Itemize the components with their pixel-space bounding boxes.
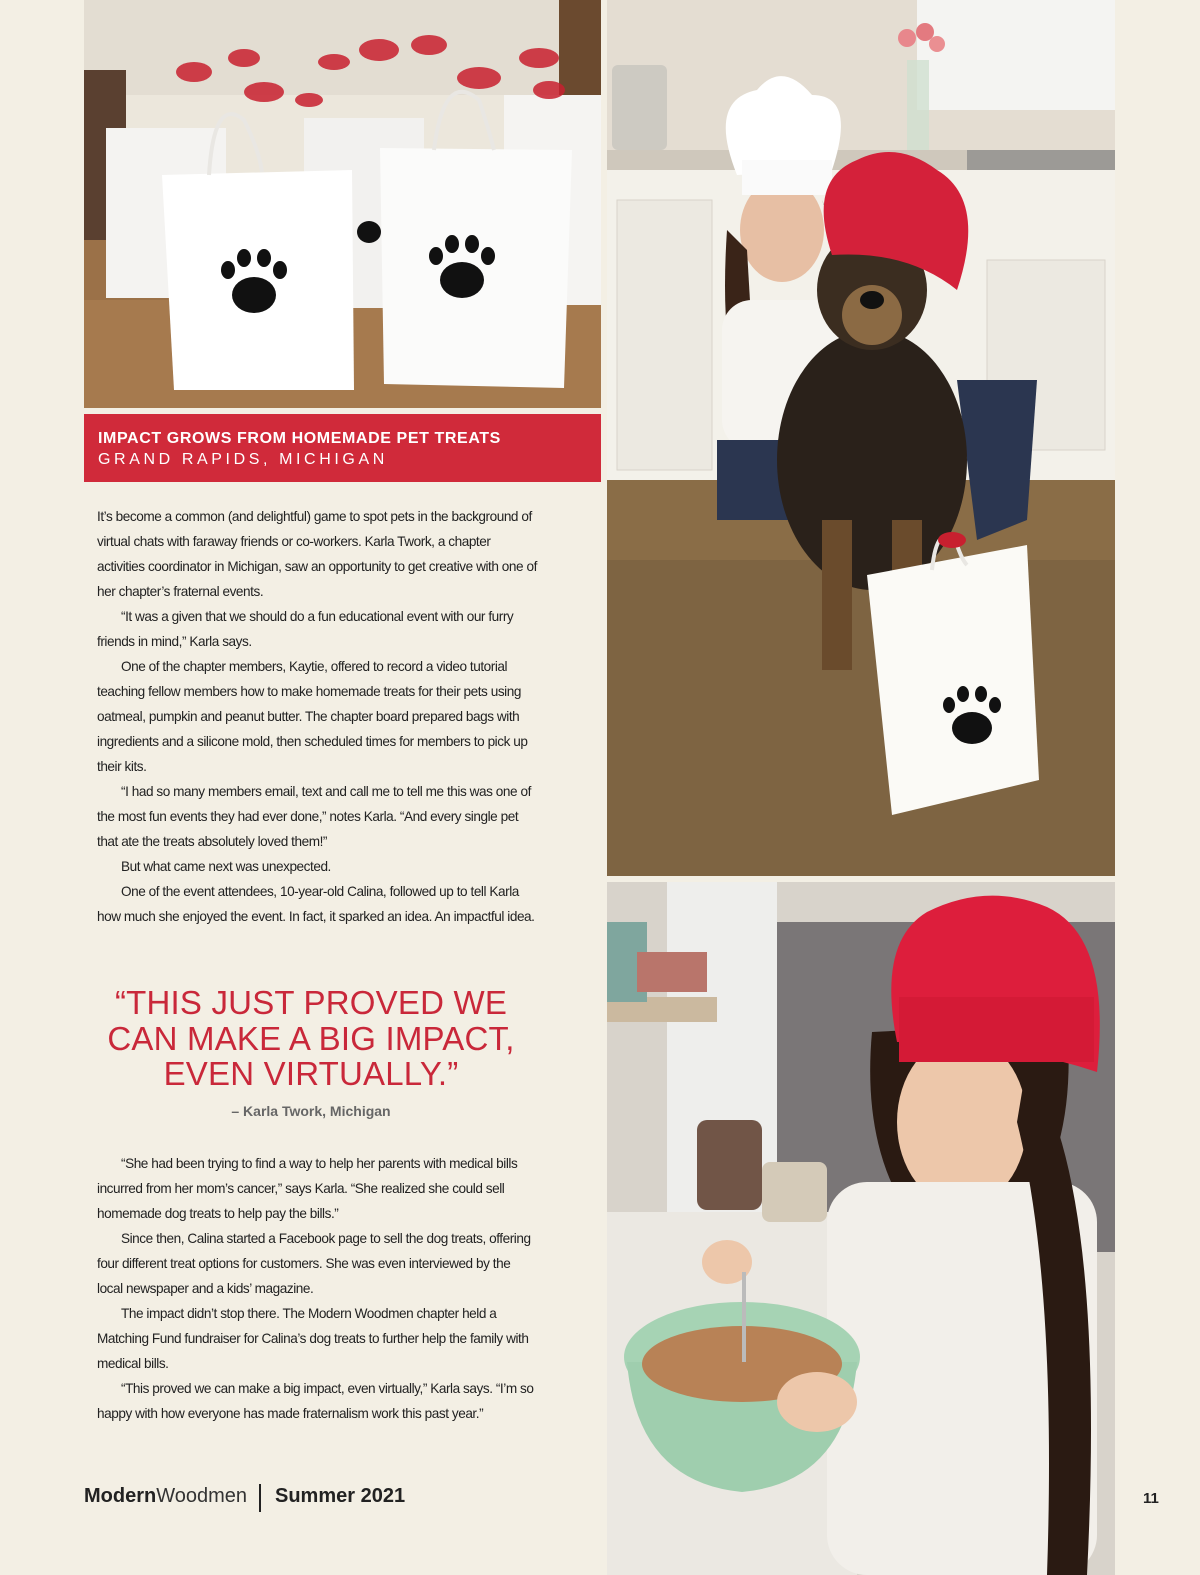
photo-gift-bags bbox=[84, 0, 601, 408]
page-number: 11 bbox=[1143, 1490, 1159, 1507]
banner-location: GRAND RAPIDS, MICHIGAN bbox=[98, 451, 388, 468]
section-banner bbox=[84, 414, 601, 482]
footer-divider bbox=[259, 1484, 261, 1512]
brand-name-bold: Modern bbox=[84, 1485, 157, 1507]
article-paragraph: Since then, Calina started a Facebook page to sell the dog treats, offering four different treat options for customers. She was even interviewed by the local newspaper and a kids’ magazine. bbox=[97, 1231, 531, 1296]
article-paragraph: One of the event attendees, 10-year-old Calina, followed up to tell Karla how much she enjoyed the event. In fact, it sparked an idea. An impactful idea. bbox=[97, 884, 535, 924]
pull-quote: “THIS JUST PROVED WE CAN MAKE A BIG IMPACT, EVEN VIRTUALLY.” bbox=[107, 984, 515, 1092]
article-paragraph: The impact didn’t stop there. The Modern Woodmen chapter held a Matching Fund fundraiser for Calina’s dog treats to further help the family with medical bills. bbox=[97, 1306, 529, 1371]
article-body-part-2 bbox=[97, 1151, 537, 1426]
footer-brand-logo bbox=[84, 1485, 247, 1508]
article-paragraph: “It was a given that we should do a fun educational event with our furry friends in mind,” Karla says. bbox=[97, 609, 514, 649]
photo-girl-with-dog bbox=[607, 0, 1115, 876]
article-paragraph: But what came next was unexpected. bbox=[121, 859, 331, 874]
pull-quote-attribution: – Karla Twork, Michigan bbox=[231, 1103, 391, 1119]
brand-name-light: Woodmen bbox=[156, 1485, 248, 1507]
article-paragraph: “She had been trying to find a way to help her parents with medical bills incurred from her mom’s cancer,” says Karla. “She realized she could sell homemade dog treats to help pay the bills.” bbox=[97, 1156, 518, 1221]
article-paragraph: It’s become a common (and delightful) game to spot pets in the background of virtual chats with faraway friends or co-workers. Karla Twork, a chapter activities coordinator in Michigan, saw an opportunity to get creative with one of her chapter’s fraternal events. bbox=[97, 509, 537, 599]
photo-girl-mixing-bowl bbox=[607, 882, 1115, 1575]
issue-label: Summer 2021 bbox=[275, 1485, 406, 1507]
banner-title: IMPACT GROWS FROM HOMEMADE PET TREATS bbox=[98, 430, 501, 447]
article-paragraph: “I had so many members email, text and call me to tell me this was one of the most fun events they had ever done,” notes Karla. “And every single pet that ate the treats absolutely loved them!” bbox=[97, 784, 531, 849]
article-paragraph: One of the chapter members, Kaytie, offered to record a video tutorial teaching fellow members how to make homemade treats for their pets using oatmeal, pumpkin and peanut butter. The chapter board prepared bags with ingredients and a silicone mold, then scheduled times for members to pick up their kits. bbox=[97, 659, 528, 774]
article-body-part-1 bbox=[97, 504, 537, 929]
article-paragraph: “This proved we can make a big impact, even virtually,” Karla says. “I’m so happy with how everyone has made fraternalism work this past year.” bbox=[97, 1381, 534, 1421]
